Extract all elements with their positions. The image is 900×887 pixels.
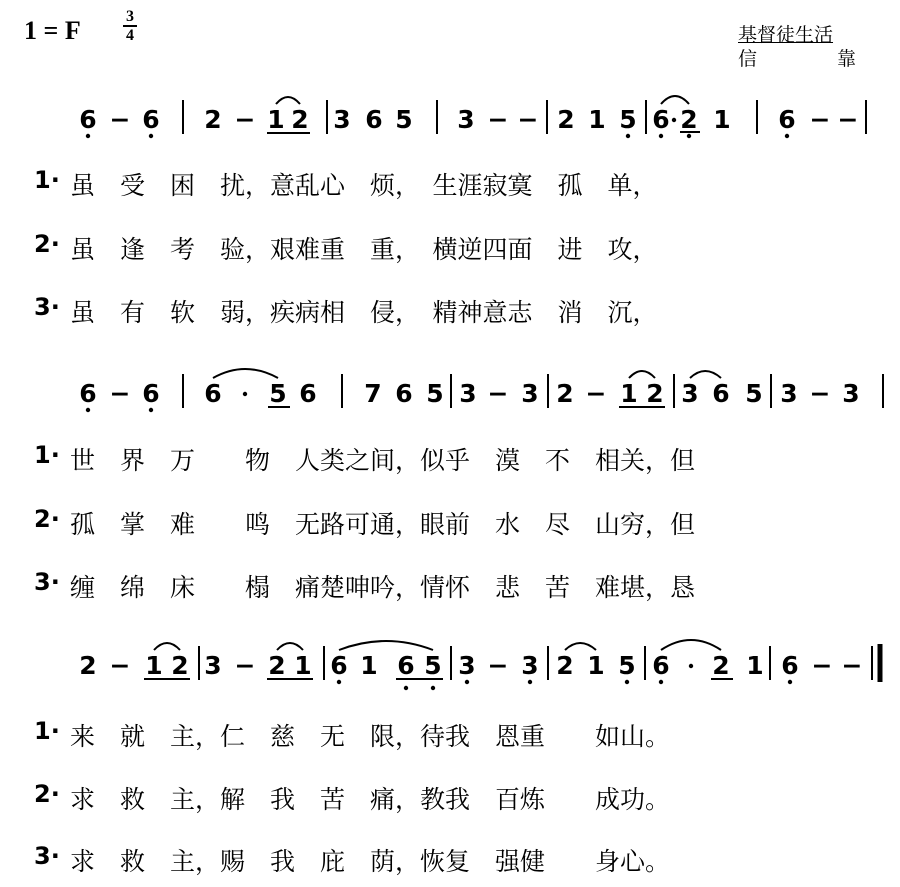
svg-text:2: 2 [171, 651, 189, 680]
lyric-line [0, 568, 900, 602]
svg-text:−: − [517, 105, 539, 134]
svg-text:2: 2 [557, 105, 575, 134]
lyric-text: 虽 受 困 扰，意乱心 烦， 生涯寂寞 孤 单， [70, 171, 658, 200]
svg-text:−: − [811, 651, 833, 680]
svg-text:6: 6 [142, 105, 160, 134]
lyric-text: 求 救 主，解 我 苦 痛，教我 百炼 成功。 [70, 785, 671, 814]
lyric-text: 孤 掌 难 鸣 无路可通，眼前 水 尽 山穷，但 [70, 510, 696, 539]
svg-text:2: 2 [680, 105, 698, 134]
lyric-line [0, 780, 900, 814]
svg-text:3: 3 [842, 379, 860, 408]
svg-text:2: 2 [646, 379, 664, 408]
lyric-line [0, 505, 900, 539]
notation-system-2 [79, 369, 859, 412]
svg-text:5: 5 [269, 379, 287, 408]
svg-text:1: 1 [267, 105, 285, 134]
svg-text:5: 5 [745, 379, 763, 408]
svg-text:−: − [487, 379, 509, 408]
svg-text:3: 3 [204, 651, 222, 680]
svg-text:−: − [109, 651, 131, 680]
svg-text:6: 6 [395, 379, 413, 408]
svg-text:−: − [109, 379, 131, 408]
time-signature-bottom: 4 [126, 27, 134, 44]
notation-system-3 [79, 640, 862, 690]
svg-text:2: 2 [556, 651, 574, 680]
song-category: 基督徒生活 [738, 24, 834, 46]
svg-text:1: 1 [145, 651, 163, 680]
svg-text:6: 6 [652, 651, 670, 680]
lyric-line [0, 230, 900, 264]
song-title-char: 靠 [836, 48, 856, 70]
svg-text:7: 7 [364, 379, 382, 408]
svg-text:3: 3 [459, 379, 477, 408]
svg-text:6: 6 [204, 379, 222, 408]
svg-text:−: − [234, 105, 256, 134]
svg-text:3: 3 [780, 379, 798, 408]
svg-text:5: 5 [395, 105, 413, 134]
svg-text:1: 1 [746, 651, 764, 680]
svg-text:3: 3 [521, 379, 539, 408]
svg-text:3: 3 [457, 105, 475, 134]
svg-text:1: 1 [294, 651, 312, 680]
verse-number: 1· [34, 441, 60, 469]
svg-text:−: − [585, 379, 607, 408]
svg-text:−: − [837, 105, 859, 134]
svg-text:1: 1 [588, 105, 606, 134]
lyric-text: 虽 逢 考 验，艰难重 重， 横逆四面 进 攻， [70, 235, 658, 264]
verse-number: 3· [34, 842, 60, 870]
lyric-text: 求 救 主，赐 我 庇 荫，恢复 强健 身心。 [70, 847, 671, 876]
svg-text:6: 6 [397, 651, 415, 680]
svg-text:−: − [487, 651, 509, 680]
verse-number: 1· [34, 166, 60, 194]
lyric-line [0, 166, 900, 200]
verse-number: 1· [34, 717, 60, 745]
svg-text:−: − [809, 379, 831, 408]
svg-text:3: 3 [333, 105, 351, 134]
svg-text:5: 5 [618, 651, 636, 680]
svg-text:−: − [109, 105, 131, 134]
lyric-text: 缠 绵 床 榻 痛楚呻吟，情怀 悲 苦 难堪，恳 [70, 573, 696, 602]
svg-text:6: 6 [299, 379, 317, 408]
lyric-line [0, 842, 900, 876]
svg-text:2: 2 [204, 105, 222, 134]
svg-text:3: 3 [458, 651, 476, 680]
svg-text:6: 6 [781, 651, 799, 680]
svg-text:6: 6 [79, 105, 97, 134]
svg-text:2: 2 [79, 651, 97, 680]
svg-text:3: 3 [521, 651, 539, 680]
svg-text:3: 3 [681, 379, 699, 408]
svg-text:6: 6 [330, 651, 348, 680]
time-signature-top: 3 [126, 8, 134, 25]
verse-number: 2· [34, 780, 60, 808]
svg-text:6: 6 [712, 379, 730, 408]
lyric-line [0, 293, 900, 327]
svg-text:5: 5 [426, 379, 444, 408]
svg-text:6: 6 [652, 105, 670, 134]
verse-number: 3· [34, 568, 60, 596]
svg-text:2: 2 [556, 379, 574, 408]
verse-number: 2· [34, 230, 60, 258]
svg-text:6: 6 [778, 105, 796, 134]
svg-text:2: 2 [712, 651, 730, 680]
svg-text:−: − [809, 105, 831, 134]
svg-text:−: − [234, 651, 256, 680]
key-signature: 1 = F [24, 16, 81, 45]
svg-text:5: 5 [619, 105, 637, 134]
verse-number: 2· [34, 505, 60, 533]
lyric-text: 来 就 主，仁 慈 无 限，待我 恩重 如山。 [70, 722, 671, 751]
svg-text:1: 1 [713, 105, 731, 134]
svg-text:1: 1 [360, 651, 378, 680]
notation-system-1 [79, 96, 858, 138]
svg-text:5: 5 [424, 651, 442, 680]
svg-text:6: 6 [365, 105, 383, 134]
svg-text:1: 1 [620, 379, 638, 408]
verse-number: 3· [34, 293, 60, 321]
svg-text:2: 2 [291, 105, 309, 134]
svg-text:1: 1 [587, 651, 605, 680]
svg-text:6: 6 [79, 379, 97, 408]
song-title-char: 信 [738, 48, 758, 70]
lyric-text: 世 界 万 物 人类之间，似乎 漠 不 相关，但 [70, 446, 696, 475]
lyric-line [0, 441, 900, 475]
svg-text:2: 2 [268, 651, 286, 680]
svg-text:−: − [487, 105, 509, 134]
svg-text:−: − [841, 651, 863, 680]
lyric-text: 虽 有 软 弱，疾病相 侵， 精神意志 消 沉， [70, 298, 658, 327]
lyric-line [0, 717, 900, 751]
svg-text:6: 6 [142, 379, 160, 408]
